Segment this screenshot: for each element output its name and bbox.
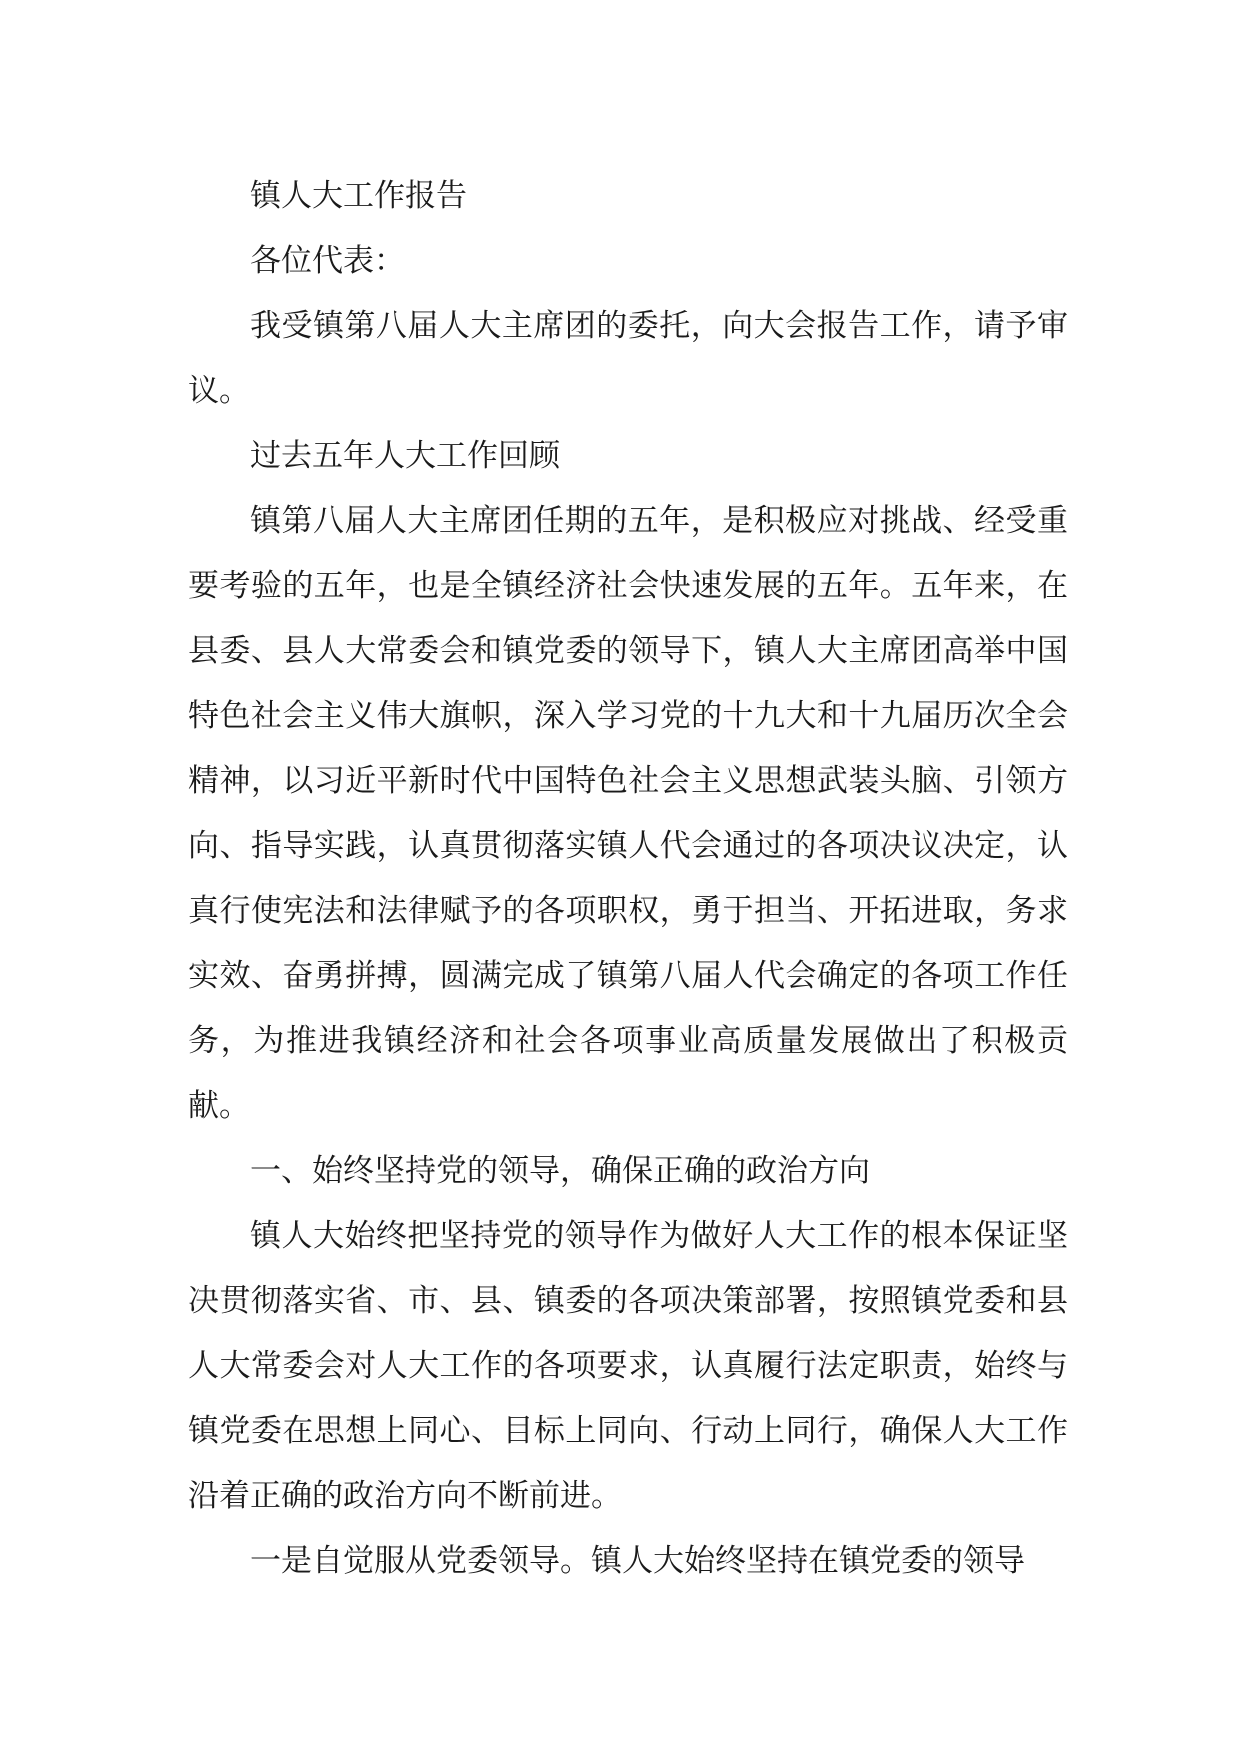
paragraph-review: 镇第八届人大主席团任期的五年，是积极应对挑战、经受重要考验的五年，也是全镇经济社会快速发展的五年。五年来，在县委、县人大常委会和镇党委的领导下，镇人大主席团高举中国特色社会主义伟大旗帜，深入学习党的十九大和十九届历次全会精神，以习近平新时代中国特色社会主义思想武装头脑、引领方向、指导实践，认真贯彻落实镇人代会通过的各项决议决定，认真行使宪法和法律赋予的各项职权，勇于担当、开拓进取，务求实效、奋勇拼搏，圆满完成了镇第八届人代会确定的各项工作任务，为推进我镇经济和社会各项事业高质量发展做出了积极贡献。 — [188, 503, 1068, 1124]
paragraph-intro: 我受镇第八届人大主席团的委托，向大会报告工作，请予审议。 — [188, 308, 1068, 409]
paragraph-obey-party: 一是自觉服从党委领导。镇人大始终坚持在镇党委的领导 — [250, 1543, 1025, 1579]
document-title: 镇人大工作报告 — [250, 178, 467, 214]
section-heading-review: 过去五年人大工作回顾 — [250, 438, 560, 474]
salutation: 各位代表： — [250, 243, 405, 279]
paragraph-party-leadership: 镇人大始终把坚持党的领导作为做好人大工作的根本保证坚决贯彻落实省、市、县、镇委的各项决策部署，按照镇党委和县人大常委会对人大工作的各项要求，认真履行法定职责，始终与镇党委在思想上同心、目标上同向、行动上同行，确保人大工作沿着正确的政治方向不断前进。 — [188, 1218, 1068, 1514]
section-heading-party-leadership: 一、始终坚持党的领导，确保正确的政治方向 — [250, 1153, 870, 1189]
document-body — [188, 164, 1068, 1594]
